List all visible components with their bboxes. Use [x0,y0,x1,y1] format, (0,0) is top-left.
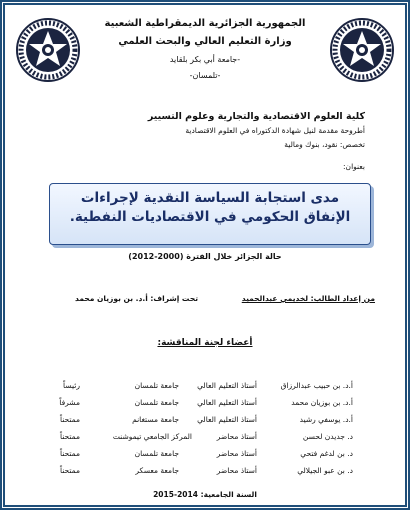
member-role: ممتحناً [59,466,80,475]
member-rank: أستاذ التعليم العالي [197,415,257,424]
member-name: د. جديدن لحسن [302,432,353,441]
student-name: من إعداد الطالب: لخديمي عبدالحميد [241,294,375,303]
member-role: مشرفاً [59,398,80,407]
member-role: رئيساً [63,381,80,390]
republic-name: الجمهورية الجزائرية الديمقراطية الشعبية [104,18,306,29]
specialty: تخصص: نقود، بنوك ومالية [284,140,365,149]
member-name: أ.د. بن حبيب عبدالرزاق [280,381,353,390]
university-name: -جامعة أبي بكر بلقايد [169,55,241,64]
member-role: ممتحناً [59,415,80,424]
member-rank: أستاذ التعليم العالي [197,398,257,407]
member-name: أ.د. بن بوزيان محمد [291,398,353,407]
faculty-name: كلية العلوم الاقتصادية والتجارية وعلوم التسيير [147,111,365,122]
thesis-description: أطروحة مقدمة لنيل شهادة الدكتوراه في العلوم الاقتصادية [185,126,365,135]
member-role: ممتحناً [59,432,80,441]
member-rank: أستاذ محاضر [216,432,257,441]
member-name: د. بن لدغم فتحي [300,449,353,458]
member-institution: جامعة تلمسان [134,449,179,458]
member-institution: جامعة مستغانم [132,415,179,424]
case-study: حالة الجزائر خلال الفترة (2000-2012) [128,252,282,261]
member-institution: جامعة تلمسان [134,398,179,407]
member-name: د. بن عبو الجيلالي [297,466,353,475]
member-rank: أستاذ التعليم العالي [197,381,257,390]
member-institution: المركز الجامعي تيموشنت [112,432,192,441]
committee-heading: أعضاء لجنة المناقشة: [157,338,253,348]
thesis-title: مدى استجابة السياسة النقدية لإجراءات الإنفاق الحكومي في الاقتصاديات النفطية. [69,190,351,225]
member-rank: أستاذ محاضر [216,466,257,475]
member-institution: جامعة معسكر [135,466,179,475]
city-name: -تلمسان- [189,71,221,80]
member-role: ممتحناً [59,449,80,458]
thesis-title-box [49,183,371,245]
title-intro: بعنوان: [343,162,365,171]
member-institution: جامعة تلمسان [134,381,179,390]
member-rank: أستاذ محاضر [216,449,257,458]
ministry-name: وزارة التعليم العالي والبحث العلمي [118,36,292,47]
member-name: أ.د. يوسفي رشيد [299,415,353,424]
supervisor-name: تحت إشراف: أ.د. بن بوزيان محمد [75,294,199,303]
academic-year: السنة الجامعية: 2014-2015 [153,490,257,499]
